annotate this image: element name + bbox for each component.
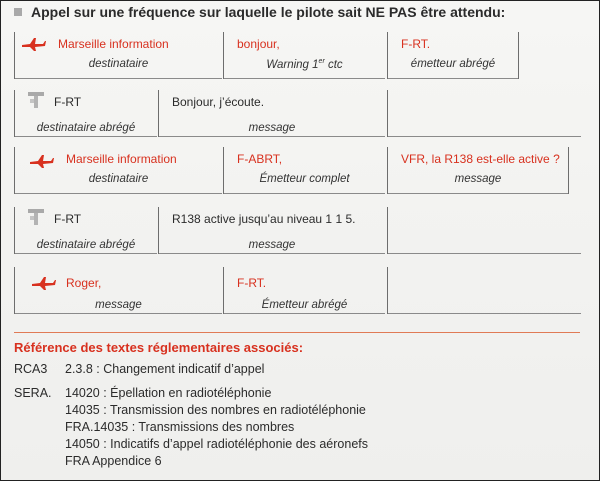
cell-value: F-RT <box>54 95 82 109</box>
cell-value: Roger, <box>66 276 102 290</box>
cell-label: message <box>454 173 502 185</box>
cell-value: F-RT <box>54 212 82 226</box>
reference-item: 14035 : Transmission des nombres en radiotéléphonie <box>65 403 366 417</box>
cell-emetteur <box>387 32 519 79</box>
cell-emetteur <box>223 147 385 194</box>
cell-destinataire <box>14 147 222 194</box>
red-plane-icon <box>21 36 47 52</box>
cell-value: bonjour, <box>237 37 280 51</box>
cell-message <box>158 207 385 254</box>
cell-destinataire <box>14 90 157 137</box>
cell-label: message <box>248 122 296 134</box>
cell-value: Marseille information <box>66 152 177 166</box>
red-plane-icon <box>31 275 57 291</box>
cell-empty <box>387 267 581 314</box>
cell-warning <box>223 32 385 79</box>
cell-message <box>14 267 222 314</box>
reference-item: FRA Appendice 6 <box>65 454 162 468</box>
reference-item: 14020 : Épellation en radiotéléphonie <box>65 386 272 400</box>
heading-text: Appel sur une fréquence sur laquelle le pilote sait NE PAS être attendu: <box>31 4 506 20</box>
cell-label: message <box>95 299 142 311</box>
reference-item: 2.3.8 : Changement indicatif d’appel <box>65 362 265 376</box>
reference-code-rca3: RCA3 <box>14 362 48 376</box>
references-title: Référence des textes réglementaires associés: <box>14 340 304 355</box>
cell-value: Bonjour, j’écoute. <box>172 95 265 109</box>
cell-label: destinataire abrégé <box>36 122 136 134</box>
cell-label: émetteur abrégé <box>410 58 496 70</box>
square-bullet-icon <box>14 8 22 16</box>
cell-value: Marseille information <box>58 37 169 51</box>
cell-value: R138 active jusqu’au niveau 1 1 5. <box>172 212 356 226</box>
cell-empty <box>387 90 581 137</box>
cell-message <box>158 90 385 137</box>
reference-item: 14050 : Indicatifs d’appel radiotéléphonie des aéronefs <box>65 437 368 451</box>
cell-empty <box>387 207 581 254</box>
section-divider <box>14 332 580 333</box>
cell-value: F-ABRT, <box>237 152 283 166</box>
cell-label: destinataire abrégé <box>36 239 136 251</box>
cell-destinataire <box>14 32 222 79</box>
cell-label: Émetteur abrégé <box>261 299 348 311</box>
cell-value: F-RT. <box>401 37 431 51</box>
reference-code-sera: SERA. <box>14 386 52 400</box>
red-plane-icon <box>29 153 55 169</box>
cell-label: destinataire <box>88 173 149 185</box>
cell-value: F-RT. <box>237 276 267 290</box>
cell-label: message <box>248 239 296 251</box>
cell-value: VFR, la R138 est-elle active ? <box>401 152 560 166</box>
section-heading <box>14 4 505 20</box>
cell-label: destinataire <box>88 58 149 70</box>
antenna-icon <box>25 207 47 229</box>
cell-label: Émetteur complet <box>259 173 350 185</box>
reference-item: FRA.14035 : Transmissions des nombres <box>65 420 295 434</box>
antenna-icon <box>25 90 47 112</box>
cell-destinataire <box>14 207 157 254</box>
cell-label: Warning 1er ctc <box>266 58 343 71</box>
cell-message <box>387 147 569 194</box>
cell-emetteur <box>223 267 385 314</box>
